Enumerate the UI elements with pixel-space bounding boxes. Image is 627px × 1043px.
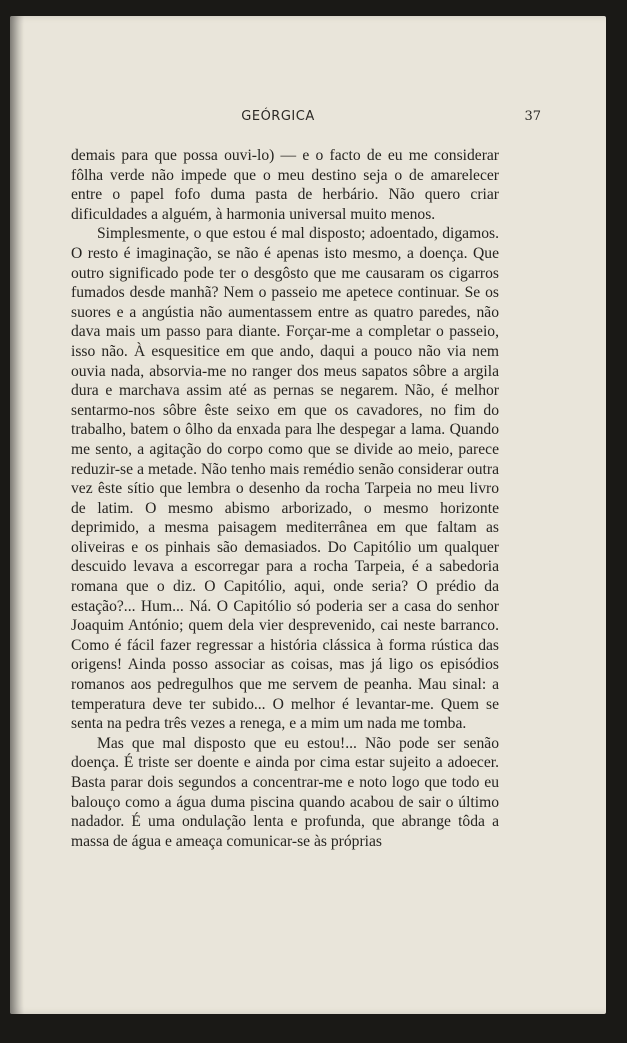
running-title: GEÓRGICA <box>241 109 315 124</box>
body-text <box>71 146 499 851</box>
paragraph: demais para que possa ouvi-lo) — e o facto de eu me considerar fôlha verde não impede que o meu destino seja o de amarelecer entre o papel fofo duma pasta de herbário. Não quero criar dificuldades a alguém, à harmonia universal muito menos. <box>71 147 499 223</box>
page-number: 37 <box>524 109 541 124</box>
book-page <box>10 16 606 1014</box>
paragraph: Simplesmente, o que estou é mal disposto; adoentado, digamos. O resto é imaginação, se não é apenas isto mesmo, a doença. Que outro significado pode ter o desgôsto que me causaram os cigarros fumados desde manhã? Nem o passeio me apetece continuar. Se os suores e a angústia não aumentassem entre as quatro paredes, não dava mais um passo para diante. Forçar-me a completar o passeio, isso não. À esquesitice em que ando, daqui a pouco não via nem ouvia nada, absorvia-me no ranger dos meus sapatos sôbre a argila dura e marchava assim até as pernas se negarem. Não, é melhor sentarmo-nos sôbre êste seixo em que os cavadores, no fim do trabalho, batem o ôlho da enxada para lhe despegar a lama. Quando me sento, a agitação do corpo como que se divide ao meio, parece reduzir-se a metade. Não tenho mais remédio senão considerar outra vez êste sítio que lembra o desenho da rocha Tarpeia no meu livro de latim. O mesmo abismo arborizado, o mesmo horizonte deprimido, a mesma paisagem mediterrânea em que faltam as oliveiras e os pinhais são demasiados. Do Capitólio um qualquer descuido levava a escorregar para a rocha Tarpeia, é a sabedoria romana que o diz. O Capitólio, aqui, onde seria? O prédio da estação?... Hum... Ná. O Capitólio só poderia ser a casa do senhor Joaquim António; quem dela vier desprevenido, cai neste barranco. Como é fácil fazer regressar a história clássica à forma rústica das origens! Ainda posso associar as coisas, mas já ligo os episódios romanos aos pedregulhos que me servem de peanha. Mau sinal: a temperatura deve ter subido... O melhor é levantar-me. Quem se senta na pedra três vezes a renega, e a mim um nada me tomba. <box>71 225 499 733</box>
page-header <box>70 109 541 129</box>
paragraph: Mas que mal disposto que eu estou!... Não pode ser senão doença. É triste ser doente e ainda por cima estar sujeito a adoecer. Basta parar dois segundos a concentrar-me e noto logo que todo eu balouço como a água duma piscina quando acabou de sair o último nadador. É uma ondulação lenta e profunda, que abrange tôda a massa de água e ameaça comunicar-se às próprias <box>71 734 499 850</box>
